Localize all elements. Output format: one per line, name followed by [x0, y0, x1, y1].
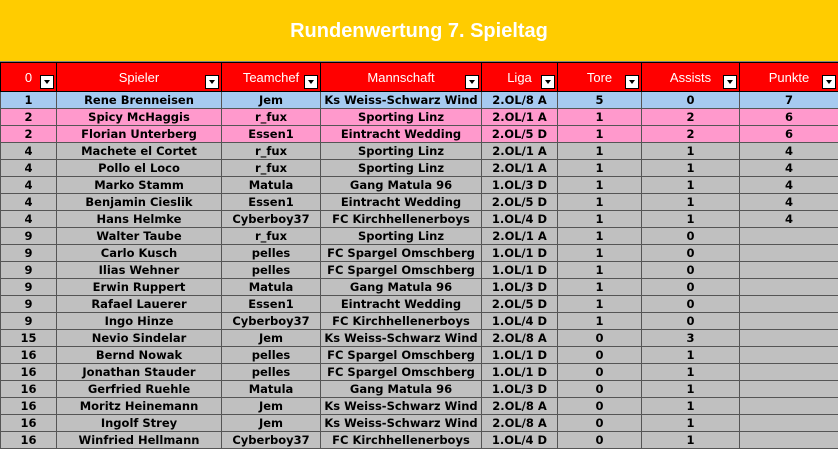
table-row: [1, 381, 838, 398]
cell-punkte[interactable]: 4: [740, 177, 838, 194]
cell-rank[interactable]: 4: [1, 194, 57, 211]
column-header-teamchef: [222, 63, 321, 92]
cell-liga[interactable]: 1.OL/1 D: [482, 245, 558, 262]
cell-tore[interactable]: 0: [558, 398, 642, 415]
cell-mannschaft[interactable]: Sporting Linz: [321, 109, 482, 126]
table-body: [1, 92, 838, 449]
cell-rank[interactable]: 4: [1, 177, 57, 194]
cell-teamchef[interactable]: r_fux: [222, 109, 321, 126]
cell-assists[interactable]: 0: [642, 279, 740, 296]
cell-liga[interactable]: 2.OL/5 D: [482, 296, 558, 313]
cell-punkte[interactable]: [740, 347, 838, 364]
cell-spieler[interactable]: Spicy McHaggis: [57, 109, 222, 126]
cell-teamchef[interactable]: r_fux: [222, 228, 321, 245]
filter-dropdown-icon[interactable]: [625, 75, 639, 89]
filter-dropdown-icon[interactable]: [822, 75, 836, 89]
cell-rank[interactable]: 9: [1, 228, 57, 245]
cell-assists[interactable]: 1: [642, 381, 740, 398]
cell-assists[interactable]: 1: [642, 347, 740, 364]
cell-teamchef[interactable]: pelles: [222, 364, 321, 381]
cell-spieler[interactable]: Bernd Nowak: [57, 347, 222, 364]
cell-tore[interactable]: 1: [558, 177, 642, 194]
column-header-label: Liga: [507, 70, 532, 85]
cell-mannschaft[interactable]: Sporting Linz: [321, 228, 482, 245]
column-header-label: Tore: [587, 70, 612, 85]
cell-assists[interactable]: 2: [642, 126, 740, 143]
cell-mannschaft[interactable]: Gang Matula 96: [321, 177, 482, 194]
cell-tore[interactable]: 0: [558, 415, 642, 432]
cell-liga[interactable]: 2.OL/5 D: [482, 126, 558, 143]
cell-assists[interactable]: 1: [642, 364, 740, 381]
cell-liga[interactable]: 2.OL/1 A: [482, 228, 558, 245]
column-header-label: Mannschaft: [367, 70, 434, 85]
table-row: [1, 245, 838, 262]
cell-assists[interactable]: 1: [642, 160, 740, 177]
cell-liga[interactable]: 2.OL/8 A: [482, 415, 558, 432]
cell-tore[interactable]: 1: [558, 211, 642, 228]
cell-rank[interactable]: 4: [1, 211, 57, 228]
cell-spieler[interactable]: Pollo el Loco: [57, 160, 222, 177]
cell-rank[interactable]: 9: [1, 296, 57, 313]
table-row: [1, 109, 838, 126]
cell-tore[interactable]: 1: [558, 262, 642, 279]
cell-rank[interactable]: 9: [1, 279, 57, 296]
table-row: [1, 432, 838, 449]
cell-spieler[interactable]: Ilias Wehner: [57, 262, 222, 279]
table-row: [1, 347, 838, 364]
cell-punkte[interactable]: [740, 330, 838, 347]
cell-teamchef[interactable]: Jem: [222, 398, 321, 415]
cell-teamchef[interactable]: Matula: [222, 177, 321, 194]
table-row: [1, 160, 838, 177]
cell-spieler[interactable]: Ingo Hinze: [57, 313, 222, 330]
cell-assists[interactable]: 0: [642, 228, 740, 245]
column-header-rank: [1, 63, 57, 92]
cell-liga[interactable]: 2.OL/5 D: [482, 194, 558, 211]
cell-tore[interactable]: 1: [558, 228, 642, 245]
ranking-table: [0, 62, 838, 449]
cell-rank[interactable]: 1: [1, 92, 57, 109]
cell-teamchef[interactable]: r_fux: [222, 143, 321, 160]
cell-teamchef[interactable]: Cyberboy37: [222, 211, 321, 228]
cell-punkte[interactable]: [740, 432, 838, 449]
cell-mannschaft[interactable]: Eintracht Wedding: [321, 296, 482, 313]
cell-teamchef[interactable]: Jem: [222, 92, 321, 109]
cell-liga[interactable]: 1.OL/3 D: [482, 381, 558, 398]
column-header-label: Teamchef: [243, 70, 299, 85]
cell-liga[interactable]: 1.OL/4 D: [482, 432, 558, 449]
cell-teamchef[interactable]: Essen1: [222, 126, 321, 143]
cell-teamchef[interactable]: Jem: [222, 415, 321, 432]
cell-teamchef[interactable]: Matula: [222, 381, 321, 398]
cell-tore[interactable]: 1: [558, 143, 642, 160]
cell-assists[interactable]: 1: [642, 177, 740, 194]
column-header-label: Spieler: [119, 70, 159, 85]
cell-liga[interactable]: 1.OL/1 D: [482, 347, 558, 364]
cell-assists[interactable]: 0: [642, 296, 740, 313]
cell-punkte[interactable]: 4: [740, 160, 838, 177]
cell-teamchef[interactable]: pelles: [222, 262, 321, 279]
table-row: [1, 398, 838, 415]
cell-mannschaft[interactable]: Ks Weiss-Schwarz Wind: [321, 415, 482, 432]
table-row: [1, 92, 838, 109]
cell-liga[interactable]: 2.OL/8 A: [482, 330, 558, 347]
cell-teamchef[interactable]: Essen1: [222, 194, 321, 211]
cell-punkte[interactable]: [740, 296, 838, 313]
table-row: [1, 228, 838, 245]
cell-mannschaft[interactable]: Gang Matula 96: [321, 279, 482, 296]
cell-punkte[interactable]: 4: [740, 211, 838, 228]
cell-teamchef[interactable]: Essen1: [222, 296, 321, 313]
table-row: [1, 211, 838, 228]
cell-tore[interactable]: 5: [558, 92, 642, 109]
cell-spieler[interactable]: Hans Helmke: [57, 211, 222, 228]
filter-dropdown-icon[interactable]: [465, 75, 479, 89]
cell-liga[interactable]: 2.OL/1 A: [482, 109, 558, 126]
cell-liga[interactable]: 2.OL/8 A: [482, 92, 558, 109]
cell-spieler[interactable]: Gerfried Ruehle: [57, 381, 222, 398]
cell-tore[interactable]: 1: [558, 313, 642, 330]
table-row: [1, 194, 838, 211]
cell-assists[interactable]: 1: [642, 398, 740, 415]
cell-spieler[interactable]: Jonathan Stauder: [57, 364, 222, 381]
cell-mannschaft[interactable]: Eintracht Wedding: [321, 194, 482, 211]
column-header-punkte: [740, 63, 838, 92]
cell-rank[interactable]: 2: [1, 126, 57, 143]
cell-punkte[interactable]: 6: [740, 109, 838, 126]
cell-assists[interactable]: 3: [642, 330, 740, 347]
cell-mannschaft[interactable]: Ks Weiss-Schwarz Wind: [321, 398, 482, 415]
cell-assists[interactable]: 1: [642, 211, 740, 228]
cell-rank[interactable]: 16: [1, 398, 57, 415]
column-header-assists: [642, 63, 740, 92]
cell-punkte[interactable]: [740, 279, 838, 296]
cell-mannschaft[interactable]: Ks Weiss-Schwarz Wind: [321, 330, 482, 347]
cell-teamchef[interactable]: r_fux: [222, 160, 321, 177]
cell-mannschaft[interactable]: FC Spargel Omschberg: [321, 347, 482, 364]
cell-tore[interactable]: 1: [558, 109, 642, 126]
cell-teamchef[interactable]: pelles: [222, 347, 321, 364]
cell-rank[interactable]: 16: [1, 432, 57, 449]
cell-punkte[interactable]: [740, 398, 838, 415]
cell-punkte[interactable]: 7: [740, 92, 838, 109]
cell-assists[interactable]: 1: [642, 432, 740, 449]
column-header-mannschaft: [321, 63, 482, 92]
cell-assists[interactable]: 0: [642, 92, 740, 109]
cell-liga[interactable]: 2.OL/1 A: [482, 160, 558, 177]
cell-punkte[interactable]: [740, 245, 838, 262]
cell-tore[interactable]: 0: [558, 347, 642, 364]
cell-mannschaft[interactable]: FC Kirchhellenerboys: [321, 432, 482, 449]
cell-liga[interactable]: 1.OL/4 D: [482, 211, 558, 228]
cell-assists[interactable]: 0: [642, 262, 740, 279]
table-row: [1, 262, 838, 279]
cell-liga[interactable]: 1.OL/3 D: [482, 279, 558, 296]
cell-liga[interactable]: 1.OL/4 D: [482, 313, 558, 330]
cell-mannschaft[interactable]: FC Kirchhellenerboys: [321, 313, 482, 330]
header-row: [1, 63, 838, 92]
cell-punkte[interactable]: [740, 313, 838, 330]
cell-tore[interactable]: 1: [558, 245, 642, 262]
cell-punkte[interactable]: [740, 228, 838, 245]
cell-teamchef[interactable]: Cyberboy37: [222, 313, 321, 330]
cell-spieler[interactable]: Erwin Ruppert: [57, 279, 222, 296]
cell-spieler[interactable]: Benjamin Cieslik: [57, 194, 222, 211]
column-header-label: Assists: [670, 70, 711, 85]
table-row: [1, 126, 838, 143]
cell-rank[interactable]: 2: [1, 109, 57, 126]
cell-mannschaft[interactable]: Gang Matula 96: [321, 381, 482, 398]
cell-teamchef[interactable]: Matula: [222, 279, 321, 296]
cell-mannschaft[interactable]: Eintracht Wedding: [321, 126, 482, 143]
cell-assists[interactable]: 0: [642, 245, 740, 262]
cell-spieler[interactable]: Rafael Lauerer: [57, 296, 222, 313]
cell-liga[interactable]: 1.OL/3 D: [482, 177, 558, 194]
cell-punkte[interactable]: [740, 381, 838, 398]
table-row: [1, 415, 838, 432]
cell-tore[interactable]: 1: [558, 160, 642, 177]
table-row: [1, 296, 838, 313]
cell-assists[interactable]: 2: [642, 109, 740, 126]
cell-liga[interactable]: 1.OL/1 D: [482, 262, 558, 279]
cell-punkte[interactable]: 4: [740, 143, 838, 160]
cell-tore[interactable]: 0: [558, 381, 642, 398]
filter-dropdown-icon[interactable]: [541, 75, 555, 89]
column-header-label: 0: [25, 70, 32, 85]
cell-rank[interactable]: 16: [1, 364, 57, 381]
cell-punkte[interactable]: 6: [740, 126, 838, 143]
cell-punkte[interactable]: 4: [740, 194, 838, 211]
cell-punkte[interactable]: [740, 364, 838, 381]
cell-mannschaft[interactable]: Sporting Linz: [321, 143, 482, 160]
cell-mannschaft[interactable]: Ks Weiss-Schwarz Wind: [321, 92, 482, 109]
cell-mannschaft[interactable]: FC Kirchhellenerboys: [321, 211, 482, 228]
cell-spieler[interactable]: Walter Taube: [57, 228, 222, 245]
column-header-label: Punkte: [769, 70, 809, 85]
cell-assists[interactable]: 1: [642, 194, 740, 211]
filter-dropdown-icon[interactable]: [304, 75, 318, 89]
cell-teamchef[interactable]: Cyberboy37: [222, 432, 321, 449]
table-row: [1, 279, 838, 296]
cell-tore[interactable]: 0: [558, 432, 642, 449]
table-row: [1, 177, 838, 194]
cell-rank[interactable]: 16: [1, 381, 57, 398]
cell-tore[interactable]: 1: [558, 279, 642, 296]
cell-mannschaft[interactable]: Sporting Linz: [321, 160, 482, 177]
cell-rank[interactable]: 4: [1, 160, 57, 177]
table-row: [1, 364, 838, 381]
table-row: [1, 143, 838, 160]
table-row: [1, 330, 838, 347]
page-title: Rundenwertung 7. Spieltag: [0, 0, 838, 62]
cell-liga[interactable]: 2.OL/1 A: [482, 143, 558, 160]
cell-liga[interactable]: 2.OL/8 A: [482, 398, 558, 415]
column-header-liga: [482, 63, 558, 92]
cell-rank[interactable]: 15: [1, 330, 57, 347]
cell-tore[interactable]: 0: [558, 364, 642, 381]
cell-mannschaft[interactable]: FC Spargel Omschberg: [321, 364, 482, 381]
cell-spieler[interactable]: Ingolf Strey: [57, 415, 222, 432]
cell-teamchef[interactable]: Jem: [222, 330, 321, 347]
cell-assists[interactable]: 0: [642, 313, 740, 330]
cell-spieler[interactable]: Florian Unterberg: [57, 126, 222, 143]
cell-spieler[interactable]: Machete el Cortet: [57, 143, 222, 160]
cell-liga[interactable]: 1.OL/1 D: [482, 364, 558, 381]
column-header-tore: [558, 63, 642, 92]
cell-rank[interactable]: 16: [1, 347, 57, 364]
cell-spieler[interactable]: Marko Stamm: [57, 177, 222, 194]
cell-rank[interactable]: 9: [1, 262, 57, 279]
cell-rank[interactable]: 9: [1, 245, 57, 262]
cell-teamchef[interactable]: pelles: [222, 245, 321, 262]
cell-punkte[interactable]: [740, 262, 838, 279]
cell-spieler[interactable]: Moritz Heinemann: [57, 398, 222, 415]
filter-dropdown-icon[interactable]: [723, 75, 737, 89]
cell-rank[interactable]: 9: [1, 313, 57, 330]
filter-dropdown-icon[interactable]: [205, 75, 219, 89]
cell-spieler[interactable]: Carlo Kusch: [57, 245, 222, 262]
cell-spieler[interactable]: Nevio Sindelar: [57, 330, 222, 347]
column-header-spieler: [57, 63, 222, 92]
cell-punkte[interactable]: [740, 415, 838, 432]
cell-assists[interactable]: 1: [642, 415, 740, 432]
cell-assists[interactable]: 1: [642, 143, 740, 160]
cell-rank[interactable]: 16: [1, 415, 57, 432]
cell-spieler[interactable]: Winfried Hellmann: [57, 432, 222, 449]
title-bar: [0, 0, 838, 62]
cell-tore[interactable]: 1: [558, 126, 642, 143]
cell-rank[interactable]: 4: [1, 143, 57, 160]
cell-mannschaft[interactable]: FC Spargel Omschberg: [321, 262, 482, 279]
cell-spieler[interactable]: Rene Brenneisen: [57, 92, 222, 109]
table-row: [1, 313, 838, 330]
cell-tore[interactable]: 1: [558, 194, 642, 211]
cell-tore[interactable]: 0: [558, 330, 642, 347]
cell-tore[interactable]: 1: [558, 296, 642, 313]
cell-mannschaft[interactable]: FC Spargel Omschberg: [321, 245, 482, 262]
filter-dropdown-icon[interactable]: [40, 75, 54, 89]
